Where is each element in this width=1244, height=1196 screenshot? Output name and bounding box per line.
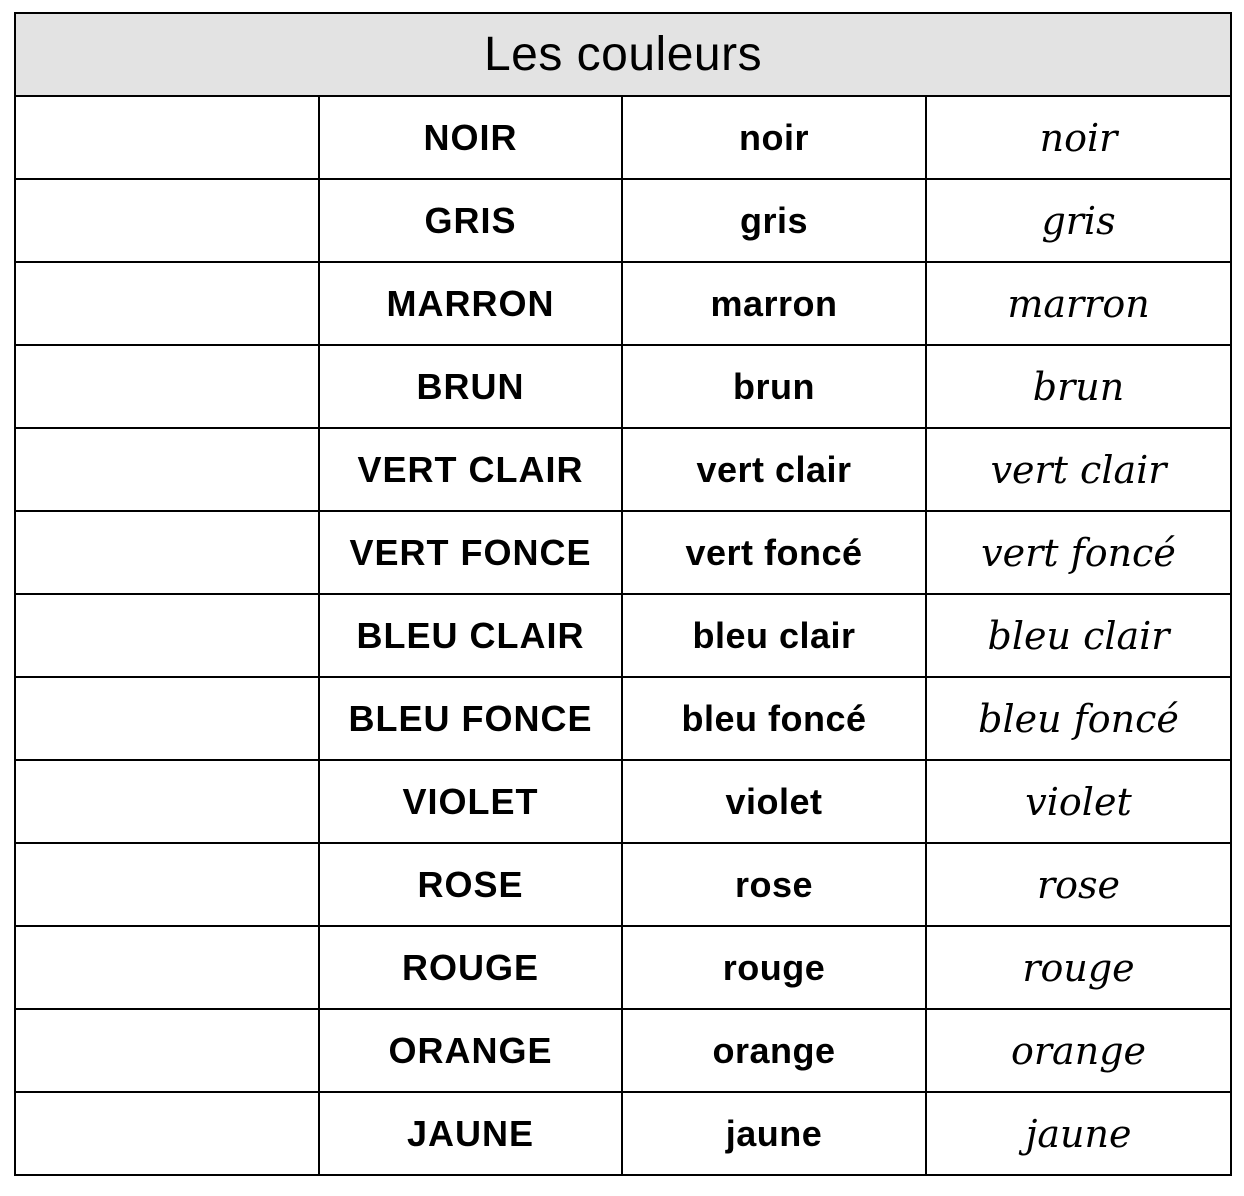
uppercase-word: BLEU CLAIR (319, 594, 622, 677)
lowercase-word: rose (622, 843, 926, 926)
table-row (15, 262, 1231, 345)
cursive-word: vert clair (926, 428, 1231, 511)
uppercase-word: JAUNE (319, 1092, 622, 1175)
lowercase-word: jaune (622, 1092, 926, 1175)
colors-table (14, 12, 1232, 1176)
cursive-word: rouge (926, 926, 1231, 1009)
lowercase-word: brun (622, 345, 926, 428)
lowercase-word: rouge (622, 926, 926, 1009)
table-row (15, 345, 1231, 428)
color-swatch-cell[interactable] (15, 1092, 319, 1175)
color-swatch-cell[interactable] (15, 262, 319, 345)
color-swatch-cell[interactable] (15, 594, 319, 677)
lowercase-word: noir (622, 96, 926, 179)
uppercase-word: VIOLET (319, 760, 622, 843)
table-row (15, 96, 1231, 179)
table-row (15, 760, 1231, 843)
title-row (15, 13, 1231, 96)
table-row (15, 511, 1231, 594)
page-title: Les couleurs (15, 13, 1231, 96)
color-swatch-cell[interactable] (15, 179, 319, 262)
lowercase-word: bleu foncé (622, 677, 926, 760)
cursive-word: bleu clair (926, 594, 1231, 677)
uppercase-word: VERT CLAIR (319, 428, 622, 511)
table-row (15, 677, 1231, 760)
uppercase-word: ROSE (319, 843, 622, 926)
cursive-word: marron (926, 262, 1231, 345)
uppercase-word: VERT FONCE (319, 511, 622, 594)
uppercase-word: BRUN (319, 345, 622, 428)
lowercase-word: vert foncé (622, 511, 926, 594)
lowercase-word: vert clair (622, 428, 926, 511)
lowercase-word: bleu clair (622, 594, 926, 677)
lowercase-word: orange (622, 1009, 926, 1092)
uppercase-word: GRIS (319, 179, 622, 262)
table-row (15, 428, 1231, 511)
lowercase-word: gris (622, 179, 926, 262)
cursive-word: jaune (926, 1092, 1231, 1175)
color-swatch-cell[interactable] (15, 1009, 319, 1092)
cursive-word: orange (926, 1009, 1231, 1092)
uppercase-word: MARRON (319, 262, 622, 345)
color-swatch-cell[interactable] (15, 843, 319, 926)
table-row (15, 843, 1231, 926)
table-row (15, 179, 1231, 262)
lowercase-word: marron (622, 262, 926, 345)
uppercase-word: ROUGE (319, 926, 622, 1009)
cursive-word: rose (926, 843, 1231, 926)
uppercase-word: BLEU FONCE (319, 677, 622, 760)
table-row (15, 1009, 1231, 1092)
color-swatch-cell[interactable] (15, 511, 319, 594)
color-swatch-cell[interactable] (15, 926, 319, 1009)
table-row (15, 926, 1231, 1009)
uppercase-word: NOIR (319, 96, 622, 179)
table-row (15, 1092, 1231, 1175)
cursive-word: violet (926, 760, 1231, 843)
color-swatch-cell[interactable] (15, 760, 319, 843)
cursive-word: gris (926, 179, 1231, 262)
color-swatch-cell[interactable] (15, 345, 319, 428)
cursive-word: brun (926, 345, 1231, 428)
cursive-word: noir (926, 96, 1231, 179)
color-swatch-cell[interactable] (15, 96, 319, 179)
cursive-word: vert foncé (926, 511, 1231, 594)
color-swatch-cell[interactable] (15, 428, 319, 511)
lowercase-word: violet (622, 760, 926, 843)
cursive-word: bleu foncé (926, 677, 1231, 760)
table-row (15, 594, 1231, 677)
color-swatch-cell[interactable] (15, 677, 319, 760)
uppercase-word: ORANGE (319, 1009, 622, 1092)
